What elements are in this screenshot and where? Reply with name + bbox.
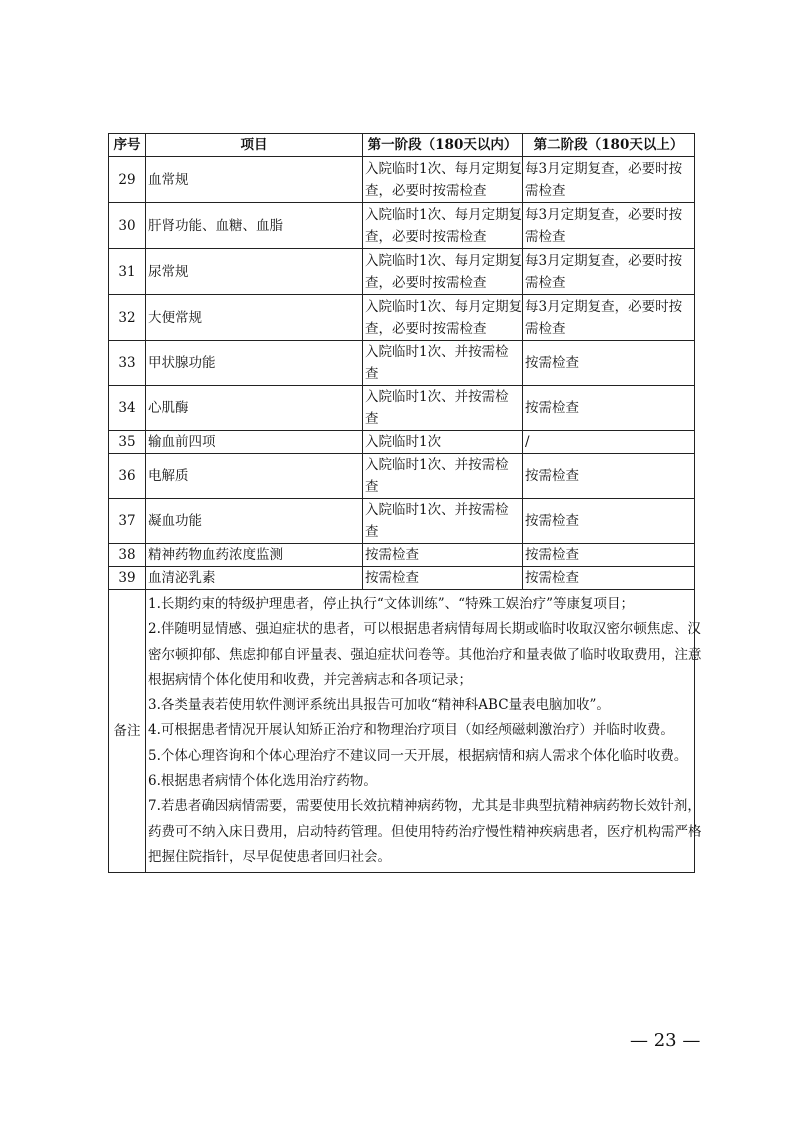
stage1-line: 入院临时1次、每月定期复 — [365, 160, 523, 177]
table-row — [109, 157, 695, 203]
row-item: 大便常规 — [146, 295, 363, 341]
note-line: 把握住院指针，尽早促使患者回归社会。 — [148, 848, 391, 865]
stage1-line: 入院临时1次、每月定期复 — [365, 252, 523, 269]
stage2-line: 需检查 — [525, 228, 566, 245]
row-stage2: 按需检查 — [523, 499, 695, 544]
row-stage1 — [363, 295, 523, 341]
row-stage2: 按需检查 — [523, 454, 695, 499]
row-item: 输血前四项 — [146, 431, 363, 454]
table-row — [109, 341, 695, 386]
stage1-line: 查，必要时按需检查 — [365, 182, 487, 199]
stage1-line: 查，必要时按需检查 — [365, 320, 487, 337]
table-row — [109, 431, 695, 454]
note-line: 根据病情个体化使用和收费，并完善病志和各项记录； — [148, 671, 472, 688]
note-line: 密尔顿抑郁、焦虑抑郁自评量表、强迫症状问卷等。其他治疗和量表做了临时收取费用，注意 — [148, 646, 702, 663]
table-row — [109, 544, 695, 567]
table-row — [109, 295, 695, 341]
row-stage2 — [523, 249, 695, 295]
row-item: 精神药物血药浓度监测 — [146, 544, 363, 567]
notes-content — [146, 590, 702, 873]
row-number: 34 — [109, 386, 146, 431]
row-stage1: 按需检查 — [363, 567, 523, 590]
stage2-line: 需检查 — [525, 182, 566, 199]
stage2-line: 每3月定期复查，必要时按 — [525, 160, 683, 177]
row-stage2: 按需检查 — [523, 341, 695, 386]
row-item: 尿常规 — [146, 249, 363, 295]
row-stage1 — [363, 249, 523, 295]
row-number: 36 — [109, 454, 146, 499]
table-header-row — [109, 134, 695, 157]
row-stage2 — [523, 295, 695, 341]
header-stage1: 第一阶段（180天以内） — [363, 134, 523, 157]
header-stage2: 第二阶段（180天以上） — [523, 134, 695, 157]
row-stage2: 按需检查 — [523, 386, 695, 431]
page-number: — 23 — — [630, 1030, 701, 1051]
note-line: 2.伴随明显情感、强迫症状的患者，可以根据患者病情每周长期或临时收取汉密尔顿焦虑、汉 — [148, 621, 701, 638]
stage2-line: 需检查 — [525, 320, 566, 337]
note-line: 5.个体心理咨询和个体心理治疗不建议同一天开展，根据病情和病人需求个体化临时收费。 — [148, 747, 688, 764]
row-stage1 — [363, 157, 523, 203]
stage2-line: 需检查 — [525, 274, 566, 291]
row-number: 31 — [109, 249, 146, 295]
row-item: 凝血功能 — [146, 499, 363, 544]
stage2-line: 每3月定期复查，必要时按 — [525, 206, 683, 223]
stage1-line: 入院临时1次、每月定期复 — [365, 206, 523, 223]
table-row — [109, 567, 695, 590]
row-number: 32 — [109, 295, 146, 341]
row-stage2 — [523, 203, 695, 249]
note-line: 4.可根据患者情况开展认知矫正治疗和物理治疗项目（如经颅磁刺激治疗）并临时收费。 — [148, 722, 674, 739]
row-stage1: 入院临时1次、并按需检查 — [363, 499, 523, 544]
row-stage1: 入院临时1次、并按需检查 — [363, 341, 523, 386]
row-stage1 — [363, 203, 523, 249]
note-line: 6.根据患者病情个体化选用治疗药物。 — [148, 773, 377, 790]
table-row — [109, 249, 695, 295]
row-item: 血清泌乳素 — [146, 567, 363, 590]
row-stage1: 入院临时1次、并按需检查 — [363, 386, 523, 431]
row-item: 心肌酶 — [146, 386, 363, 431]
stage2-line: 每3月定期复查，必要时按 — [525, 252, 683, 269]
row-stage2 — [523, 157, 695, 203]
note-line: 药费可不纳入床日费用，启动特药管理。但使用特药治疗慢性精神疾病患者，医疗机构需严格 — [148, 823, 702, 840]
row-number: 29 — [109, 157, 146, 203]
note-line: 1.长期约束的特级护理患者，停止执行“文体训练”、“特殊工娱治疗”等康复项目； — [148, 596, 634, 612]
row-number: 30 — [109, 203, 146, 249]
table-row — [109, 203, 695, 249]
row-stage1: 按需检查 — [363, 544, 523, 567]
row-number: 33 — [109, 341, 146, 386]
stage1-line: 查，必要时按需检查 — [365, 274, 487, 291]
stage1-line: 入院临时1次、每月定期复 — [365, 298, 523, 315]
table-row — [109, 386, 695, 431]
stage1-line: 查，必要时按需检查 — [365, 228, 487, 245]
stage2-line: 每3月定期复查，必要时按 — [525, 298, 683, 315]
row-number: 38 — [109, 544, 146, 567]
row-stage2: 按需检查 — [523, 544, 695, 567]
row-item: 甲状腺功能 — [146, 341, 363, 386]
note-line: 3.各类量表若使用软件测评系统出具报告可加收“精神科ABC量表电脑加收”。 — [148, 697, 610, 714]
row-number: 37 — [109, 499, 146, 544]
header-item: 项目 — [146, 134, 363, 157]
header-number: 序号 — [109, 134, 146, 157]
row-number: 39 — [109, 567, 146, 590]
row-stage1: 入院临时1次 — [363, 431, 523, 454]
row-item: 肝肾功能、血糖、血脂 — [146, 203, 363, 249]
table-row — [109, 499, 695, 544]
row-stage2: 按需检查 — [523, 567, 695, 590]
row-item: 电解质 — [146, 454, 363, 499]
row-stage2: / — [523, 431, 695, 454]
row-item: 血常规 — [146, 157, 363, 203]
notes-row — [109, 590, 695, 873]
notes-label: 备注 — [109, 590, 146, 873]
table-row — [109, 454, 695, 499]
row-stage1: 入院临时1次、并按需检查 — [363, 454, 523, 499]
row-number: 35 — [109, 431, 146, 454]
note-line: 7.若患者确因病情需要，需要使用长效抗精神病药物，尤其是非典型抗精神病药物长效针剂， — [148, 798, 701, 815]
exam-schedule-table — [108, 133, 702, 873]
